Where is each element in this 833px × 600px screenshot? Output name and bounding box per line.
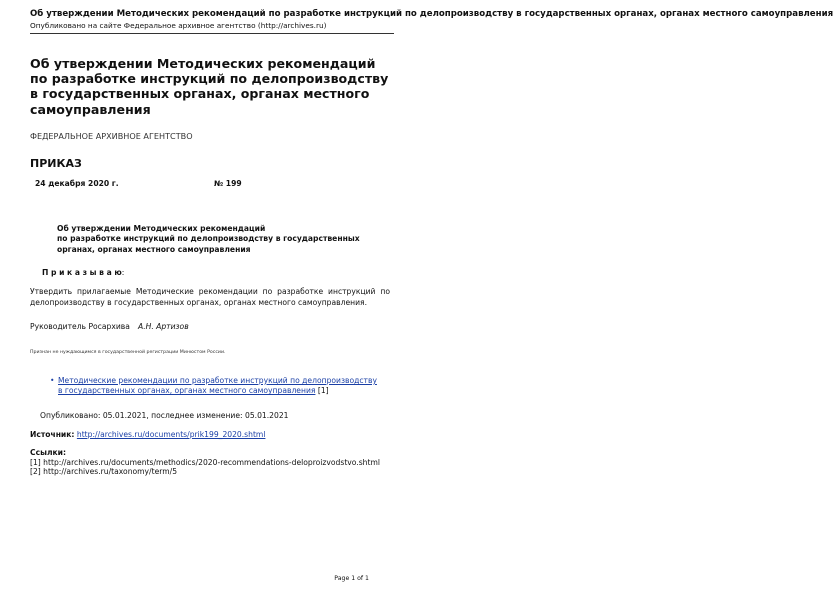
signature-role: Руководитель Росархива bbox=[30, 322, 130, 331]
agency-name: ФЕДЕРАЛЬНОЕ АРХИВНОЕ АГЕНТСТВО bbox=[30, 131, 193, 141]
decree-heading bbox=[42, 268, 124, 277]
registration-note: Признан не нуждающимся в государственной регистрации Минюстом России. bbox=[30, 350, 226, 355]
page-number: Page 1 of 1 bbox=[334, 575, 369, 582]
list-item bbox=[50, 376, 378, 396]
reference-item: [1] http://archives.ru/documents/methodics/2020-recommendations-deloproizvodstvo.shtml bbox=[30, 457, 380, 467]
header-divider bbox=[30, 33, 394, 34]
document-type: ПРИКАЗ bbox=[30, 157, 82, 170]
published-info: Опубликовано: 05.01.2021, последнее изменение: 05.01.2021 bbox=[40, 411, 289, 420]
document-number: № 199 bbox=[214, 179, 242, 188]
bullet-icon: • bbox=[50, 376, 55, 385]
references bbox=[30, 448, 380, 477]
source-label: Источник: bbox=[30, 430, 75, 439]
attachments-list bbox=[50, 376, 378, 396]
page-header bbox=[30, 9, 833, 31]
document-subject bbox=[57, 224, 377, 255]
subject-line-1: Об утверждении Методических рекомендаций bbox=[57, 224, 266, 233]
source-line bbox=[30, 430, 265, 439]
subject-line-2: по разработке инструкций по делопроизводству в государственных органах, органах местного самоуправления bbox=[57, 234, 360, 254]
header-title: Об утверждении Методических рекомендаций по разработке инструкций по делопроизводству в государственных органах, органах местного самоуправления bbox=[30, 9, 833, 19]
header-subtitle: Опубликовано на сайте Федеральное архивное агентство (http://archives.ru) bbox=[30, 21, 327, 30]
reference-item: [2] http://archives.ru/taxonomy/term/5 bbox=[30, 467, 178, 477]
document-title: Об утверждении Методических рекомендаций по разработке инструкций по делопроизводству в государственных органах, органах местного самоуправления bbox=[30, 56, 389, 117]
decree-text: Утвердить прилагаемые Методические рекомендации по разработке инструкций по делопроизводству в государственных органах, органах местного самоуправления. bbox=[30, 287, 390, 307]
signature-name: А.Н. Артизов bbox=[138, 322, 189, 331]
attachment-link[interactable]: Методические рекомендации по разработке инструкций по делопроизводству в государственных органах, органах местного самоуправления bbox=[58, 376, 377, 396]
source-link[interactable]: http://archives.ru/documents/prik199_2020.shtml bbox=[76, 430, 266, 439]
decree-colon: : bbox=[121, 268, 125, 277]
decree-word: П р и к а з ы в а ю bbox=[42, 268, 122, 277]
attachment-ref: [1] bbox=[317, 386, 329, 396]
document-date: 24 декабря 2020 г. bbox=[35, 179, 119, 188]
references-label: Ссылки: bbox=[30, 448, 67, 457]
